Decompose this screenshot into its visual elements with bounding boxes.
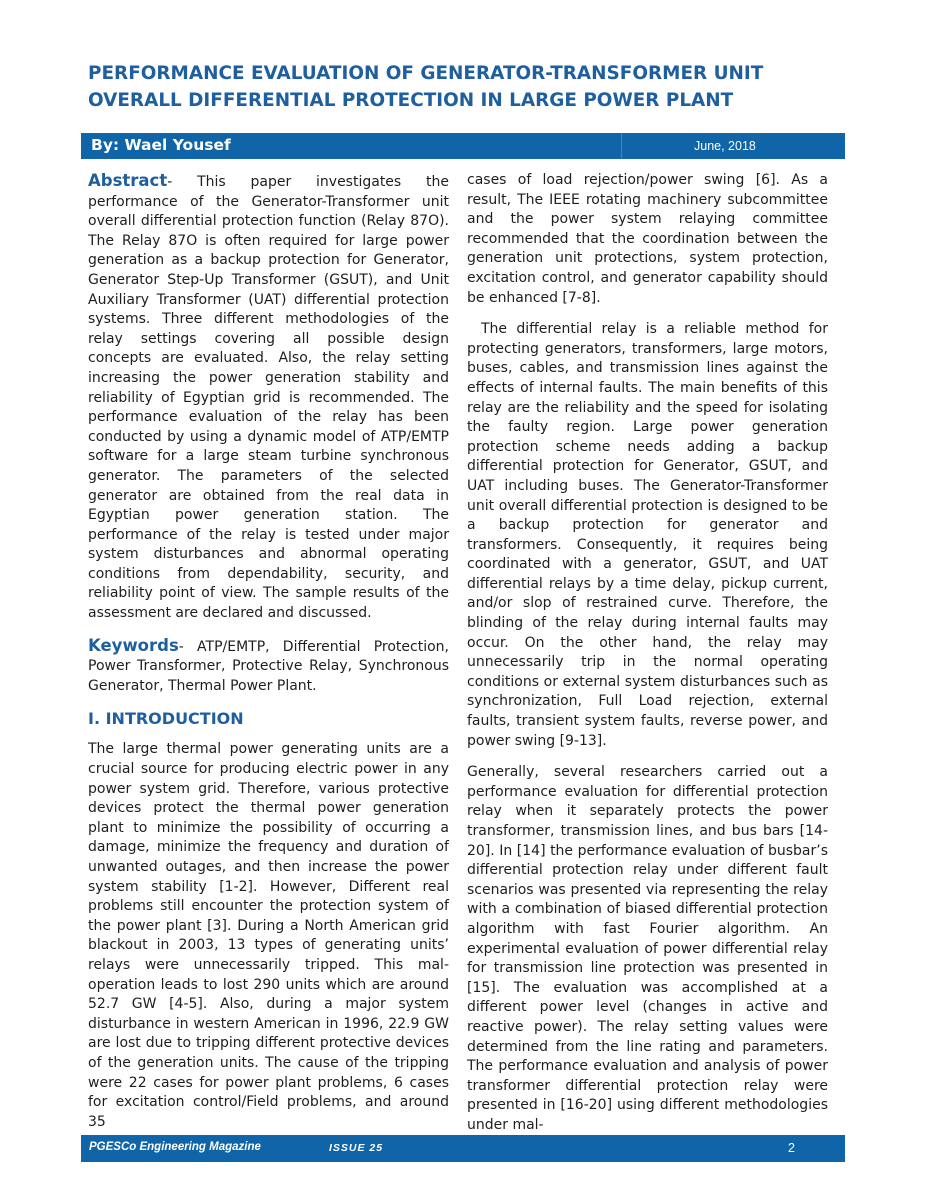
byline-bar <box>81 133 845 159</box>
article-title-line-1: PERFORMANCE EVALUATION OF GENERATOR-TRANSFORMER UNIT <box>88 63 764 84</box>
magazine-name: PGESCo Engineering Magazine <box>89 1141 261 1153</box>
article-title-line-2: OVERALL DIFFERENTIAL PROTECTION IN LARGE POWER PLANT <box>88 90 734 111</box>
abstract-label: Abstract <box>88 171 168 190</box>
abstract-paragraph <box>88 171 449 624</box>
section-heading-introduction: I. INTRODUCTION <box>88 709 244 729</box>
article-title <box>88 60 848 114</box>
page-number: 2 <box>788 1141 795 1155</box>
left-column <box>88 171 449 1144</box>
intro-paragraph: The large thermal power generating units are a crucial source for producing electric power in any power system grid. Therefore, various protective devices protect the thermal power generation plant to minimize the possibility of occurring a damage, minimize the frequency and duration of unwanted outages, and then increase the power system stability [1-2]. However, Different real problems still encounter the protection system of the power plant [3]. During a North American grid blackout in 2003, 13 types of generating units’ relays were unnecessarily tripped. This mal-operation leads to lost 290 units which are around 52.7 GW [4-5]. Also, during a major system disturbance in western American in 1996, 22.9 GW are lost due to tripping different protective devices of the generation units. The cause of the tripping were 22 cases for power plant problems, 6 cases for excitation control/Field problems, and around 35 <box>88 741 449 1130</box>
keywords-label: Keywords <box>88 635 179 655</box>
publication-date: June, 2018 <box>694 139 756 153</box>
right-column <box>467 171 828 1148</box>
body-paragraph: cases of load rejection/power swing [6]. As a result, The IEEE rotating machinery subcommittee and the power system relaying committee recommended that the coordination between the generation unit protections, system protection, excitation control, and generator capability should be enhanced [7-8]. <box>467 172 828 306</box>
footer-bar <box>81 1135 845 1162</box>
author-name: By: Wael Yousef <box>91 136 231 154</box>
keywords-text: - ATP/EMTP, Differential Protection, Power Transformer, Protective Relay, Synchronous Generator, Thermal Power Plant. <box>88 638 449 694</box>
byline-divider <box>621 133 622 159</box>
keywords-paragraph <box>88 636 449 697</box>
issue-number: ISSUE 25 <box>329 1142 384 1154</box>
body-paragraph: Generally, several researchers carried out a performance evaluation for differential protection relay when it separately protects the power transformer, transmission lines, and bus bars [14-20]. In [14] the performance evaluation of busbar’s differential protection relay under different fault scenarios was presented via representing the relay with a combination of biased differential protection algorithm with fast Fourier algorithm. An experimental evaluation of power differential relay for transmission line protection was presented in [15]. The evaluation was accomplished at a different power level (changes in active and reactive power). The relay setting values were determined from the line rating and parameters. The performance evaluation and analysis of power transformer differential protection relay were presented in [16-20] using different methodologies under mal- <box>467 764 828 1133</box>
body-paragraph: The differential relay is a reliable method for protecting generators, transformers, large motors, buses, cables, and transmission lines against the effects of internal faults. The main benefits of this relay are the reliability and the speed for isolating the faulty region. Large power generation protection scheme needs adding a backup differential protection for Generator, GSUT, and UAT including buses. The Generator-Transformer unit overall differential protection is designed to be a backup protection for generator and transformers. Consequently, it requires being coordinated with a generator, GSUT, and UAT differential relays by a time delay, pickup current, and/or slop of restrained curve. Therefore, the blinding of the relay during internal faults may occur. On the other hand, the relay may unnecessarily trip in the normal operating conditions or external system disturbances such as synchronization, Full Load rejection, external faults, transient system faults, reverse power, and power swing [9-13]. <box>467 321 828 749</box>
abstract-text: - This paper investigates the performance of the Generator-Transformer unit overall differential protection function (Relay 87O). The Relay 87O is often required for large power generation as a backup protection for Generator, Generator Step-Up Transformer (GSUT), and Unit Auxiliary Transformer (UAT) differential protection systems. Three different methodologies of the relay settings covering all possible design concepts are evaluated. Also, the relay setting increasing the power generation stability and reliability of Egyptian grid is recommended. The performance evaluation of the relay has been conducted by using a dynamic model of ATP/EMTP software for a large steam turbine synchronous generator. The parameters of the selected generator are obtained from the real data in Egyptian power generation station. The performance of the relay is tested under major system disturbances and abnormal operating conditions from dependability, security, and reliability point of view. The sample results of the assessment are declared and discussed. <box>88 174 449 622</box>
